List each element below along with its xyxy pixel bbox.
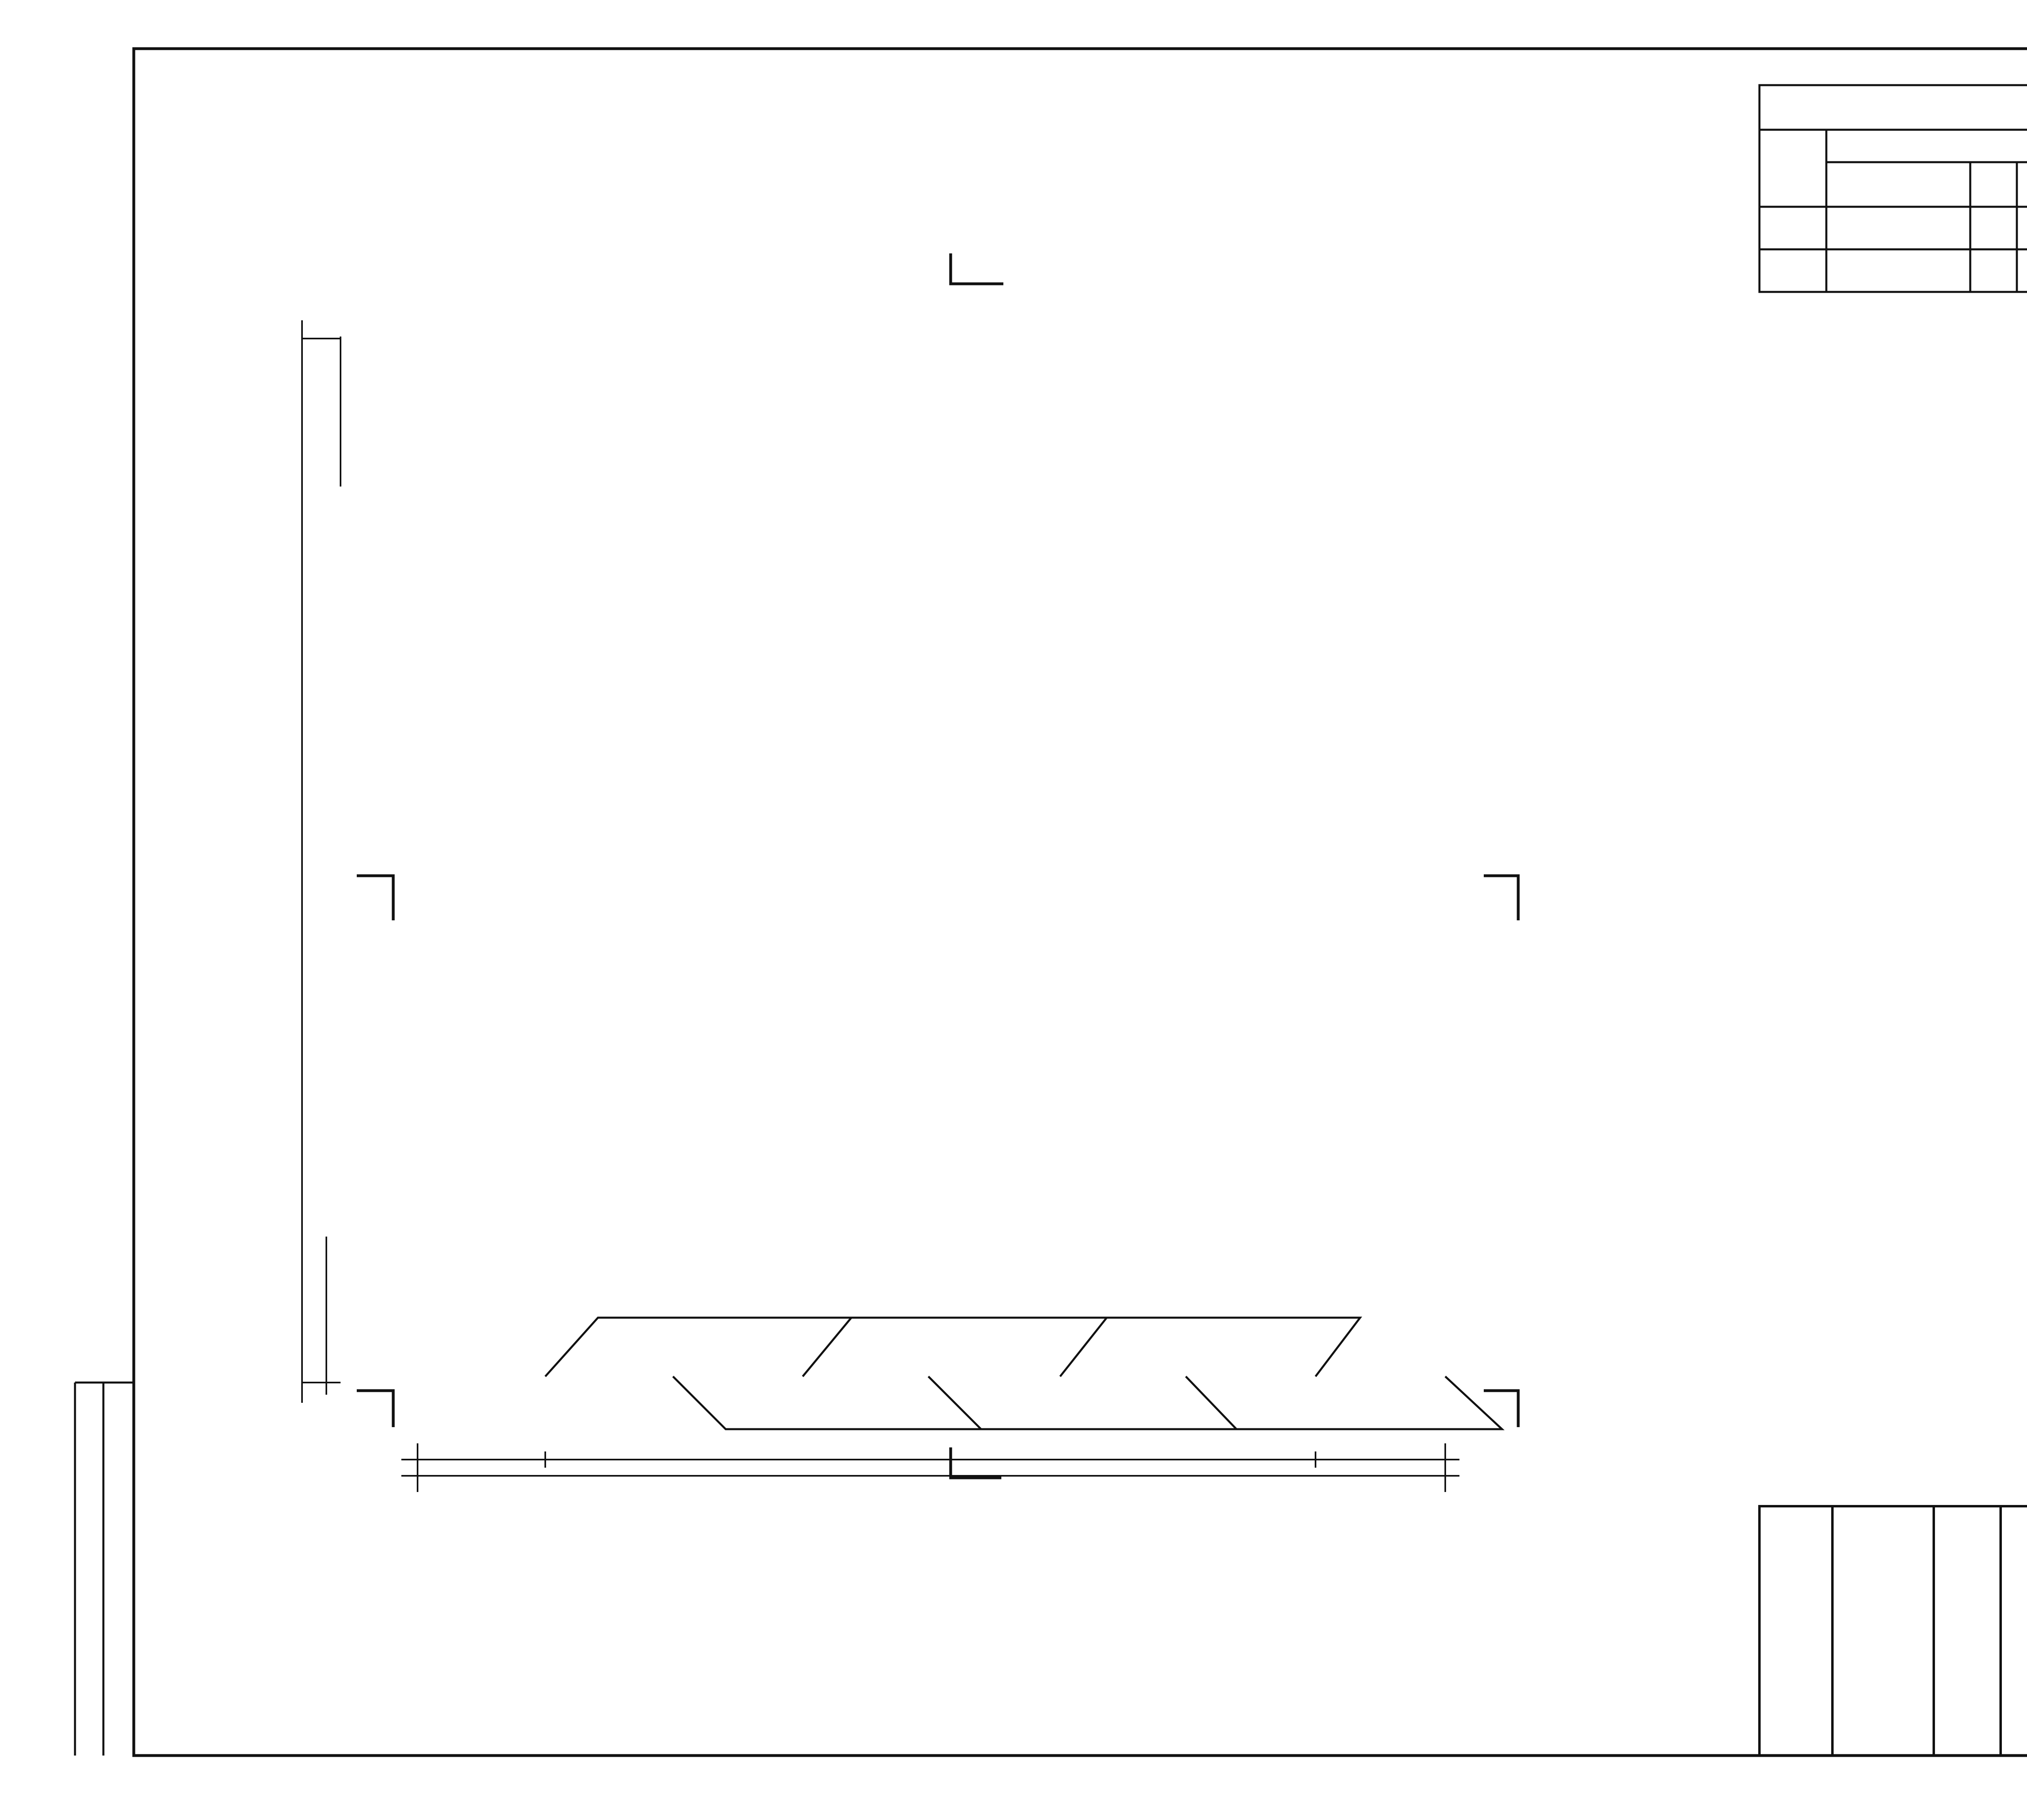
title-block <box>1759 1506 2027 1756</box>
elements-table <box>1759 85 2027 292</box>
callout-lines <box>545 1318 1502 1429</box>
sheet-frame <box>134 49 2027 1756</box>
section-marks <box>357 253 1518 1478</box>
dimension-lines <box>302 320 1459 1492</box>
